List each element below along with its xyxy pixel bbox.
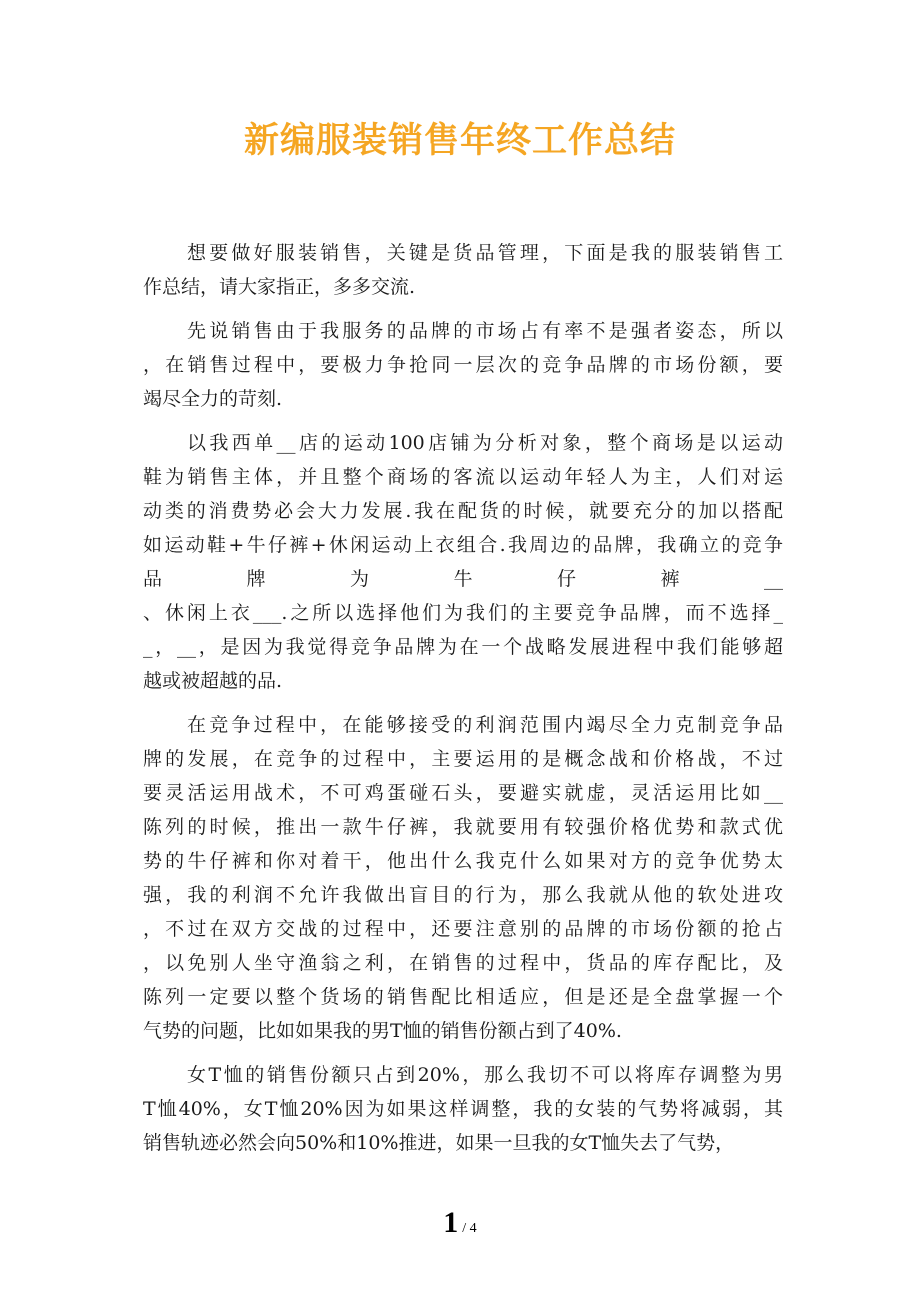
paragraph-line: 作总结，请大家指正，多多交流. bbox=[143, 276, 416, 298]
paragraph-line: 在竞争过程中，在能够接受的利润范围内竭尽全力克制竞争品 bbox=[187, 714, 783, 736]
paragraph-line: 鞋为销售主体，并且整个商场的客流以运动年轻人为主，人们对运 bbox=[143, 466, 783, 488]
paragraph bbox=[143, 708, 783, 1048]
paragraph-line: ，以免别人坐守渔翁之利，在销售的过程中，货品的库存配比，及 bbox=[143, 952, 783, 974]
document-body bbox=[143, 236, 783, 1170]
paragraph-line: _，__，是因为我觉得竞争品牌为在一个战略发展进程中我们能够超 bbox=[143, 636, 783, 658]
paragraph-line: 强，我的利润不允许我做出盲目的行为，那么我就从他的软处进攻 bbox=[143, 884, 783, 906]
paragraph-line: 、休闲上衣___.之所以选择他们为我们的主要竞争品牌，而不选择_ bbox=[143, 602, 783, 624]
paragraph-line: 气势的问题，比如如果我的男T恤的销售份额占到了40%. bbox=[143, 1020, 622, 1042]
paragraph-line: 女T恤的销售份额只占到20%，那么我切不可以将库存调整为男 bbox=[187, 1064, 783, 1086]
paragraph-line: 势的牛仔裤和你对着干，他出什么我克什么如果对方的竞争优势太 bbox=[143, 850, 783, 872]
paragraph bbox=[143, 426, 783, 698]
paragraph-line: 越或被超越的品. bbox=[143, 670, 283, 692]
paragraph-line: 以我西单__店的运动100店铺为分析对象，整个商场是以运动 bbox=[187, 432, 783, 454]
paragraph-line: 先说销售由于我服务的品牌的市场占有率不是强者姿态，所以 bbox=[187, 320, 783, 342]
paragraph-line: 要灵活运用战术，不可鸡蛋碰石头，要避实就虚，灵活运用比如__ bbox=[143, 782, 783, 804]
paragraph-line: 销售轨迹必然会向50%和10%推进，如果一旦我的女T恤失去了气势， bbox=[143, 1132, 735, 1154]
paragraph-line: ，不过在双方交战的过程中，还要注意别的品牌的市场份额的抢占 bbox=[143, 918, 783, 940]
paragraph-line: ，在销售过程中，要极力争抢同一层次的竞争品牌的市场份额，要 bbox=[143, 354, 783, 376]
paragraph-line: 想要做好服装销售，关键是货品管理，下面是我的服装销售工 bbox=[187, 242, 783, 264]
paragraph-line: 品牌为牛仔裤__ bbox=[143, 568, 783, 590]
paragraph-line: T恤40%，女T恤20%因为如果这样调整，我的女装的气势将减弱，其 bbox=[143, 1098, 783, 1120]
paragraph bbox=[143, 314, 783, 416]
paragraph-line: 动类的消费势必会大力发展.我在配货的时候，就要充分的加以搭配 bbox=[143, 500, 783, 522]
paragraph-line: 如运动鞋+牛仔裤+休闲运动上衣组合.我周边的品牌，我确立的竞争 bbox=[143, 534, 783, 556]
paragraph bbox=[143, 1058, 783, 1160]
paragraph-line: 牌的发展，在竞争的过程中，主要运用的是概念战和价格战，不过 bbox=[143, 748, 783, 770]
paragraph-line: 陈列的时候，推出一款牛仔裤，我就要用有较强价格优势和款式优 bbox=[143, 816, 783, 838]
page-footer bbox=[0, 1206, 920, 1240]
page-total: / 4 bbox=[462, 1221, 477, 1236]
paragraph-line: 竭尽全力的苛刻. bbox=[143, 388, 283, 410]
paragraph-line: 陈列一定要以整个货场的销售配比相适应，但是还是全盘掌握一个 bbox=[143, 986, 783, 1008]
document-title: 新编服装销售年终工作总结 bbox=[243, 120, 676, 161]
page-number: 1 bbox=[443, 1206, 459, 1239]
paragraph bbox=[143, 236, 783, 304]
